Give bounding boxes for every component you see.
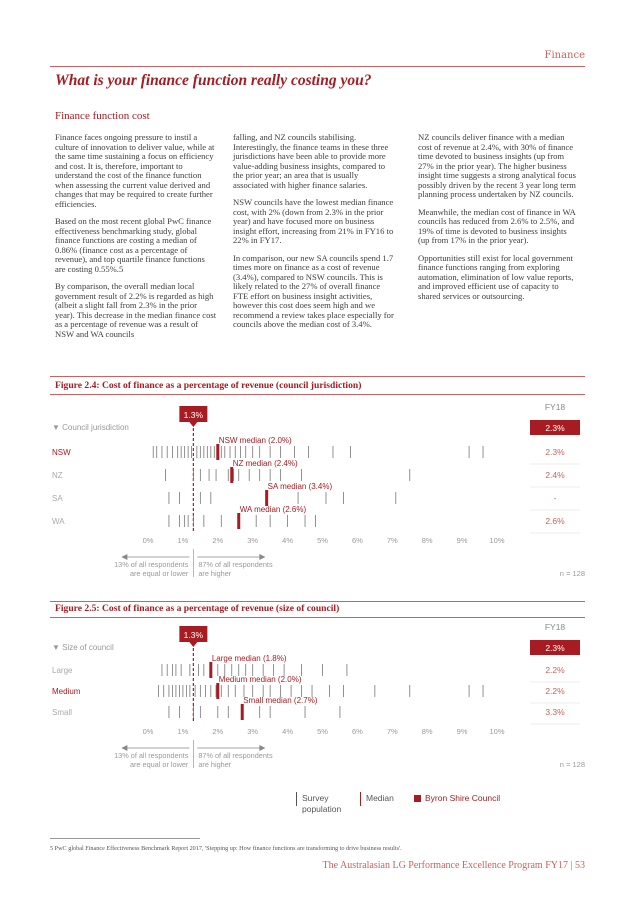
row-label: NSW xyxy=(52,448,71,457)
overall-value: 2.3% xyxy=(545,643,565,653)
legend-byron: Byron Shire Council xyxy=(425,793,501,803)
row-median-marker xyxy=(241,704,244,720)
overall-value: 2.3% xyxy=(545,423,565,433)
program-name: The Australasian LG Performance Excellence Program FY17 xyxy=(322,860,568,871)
callout-pointer xyxy=(189,422,197,427)
axis-tick-label: 4% xyxy=(282,727,294,736)
row-value: 2.2% xyxy=(545,665,565,675)
legend-survey: Survey population xyxy=(302,793,342,814)
axis-tick-label: 2% xyxy=(212,727,224,736)
note-left-line1: 13% of all respondents xyxy=(114,560,189,569)
paragraph: In comparison, our new SA councils spend 1.7 times more on finance as a cost of revenue (3.4%), compared to NSW councils. This is likely related to the 27% of overall finance FTE effort on business insight activities, however this cost does seem high and we recommend a review takes place especially for councils above the median cost of 3.4%. xyxy=(233,252,394,329)
text-column-3 xyxy=(418,133,580,309)
chart-legend xyxy=(290,790,550,830)
legend-median: Median xyxy=(366,793,394,803)
axis-tick-label: 8% xyxy=(421,536,433,545)
row-median-marker xyxy=(209,662,212,678)
row-median-marker xyxy=(265,490,268,506)
group-label: ▼ Council jurisdiction xyxy=(52,423,129,432)
row-label: Medium xyxy=(52,687,81,696)
row-median-label: Small median (2.7%) xyxy=(243,696,318,705)
row-median-marker xyxy=(216,683,219,699)
row-value: 2.4% xyxy=(545,470,565,480)
row-median-label: SA median (3.4%) xyxy=(267,482,333,491)
row-median-marker xyxy=(230,467,233,483)
axis-tick-label: 1% xyxy=(177,727,189,736)
row-median-marker xyxy=(216,444,219,460)
paragraph: NSW councils have the lowest median finance cost, with 2% (down from 2.3% in the prior year) and have focused more on business insight effort, increasing from 21% in FY16 to 22% in FY17. xyxy=(233,197,394,245)
axis-tick-label: 5% xyxy=(317,727,328,736)
note-left-line1: 13% of all respondents xyxy=(114,751,189,760)
row-median-label: WA median (2.6%) xyxy=(239,505,307,514)
row-label: WA xyxy=(52,517,65,526)
paragraph: Meanwhile, the median cost of finance in WA councils has reduced from 2.6% to 2.5%, and 19% of time is devoted to business insights (up from 17% in the prior year). xyxy=(418,206,576,245)
axis-tick-label: 9% xyxy=(456,536,468,545)
axis-tick-label: 7% xyxy=(386,727,398,736)
note-right-line1: 87% of all respondents xyxy=(198,560,273,569)
sample-size: n = 128 xyxy=(559,569,585,578)
survey-swatch xyxy=(296,792,297,806)
row-value: 3.3% xyxy=(545,707,565,717)
axis-tick-label: 1% xyxy=(177,536,189,545)
text-column-2 xyxy=(233,133,395,338)
row-value: 2.3% xyxy=(545,447,565,457)
paragraph: By comparison, the overall median local government result of 2.2% is regarded as high (albeit a slight fall from 2.3% in the prior year). This decrease in the median finance cost as a percentage of revenue was a result of NSW and WA councils xyxy=(55,281,217,339)
figure-title: Figure 2.5: Cost of finance as a percentage of revenue (size of council) xyxy=(55,603,340,614)
axis-tick-label: 9% xyxy=(456,727,468,736)
fy-label: FY18 xyxy=(544,622,566,632)
section-heading: Finance function cost xyxy=(55,110,150,122)
axis-tick-label: 7% xyxy=(386,536,398,545)
chart-size-of-council xyxy=(0,618,637,784)
note-right-line2: are higher xyxy=(198,760,232,769)
axis-tick-label: 4% xyxy=(282,536,294,545)
axis-tick-label: 6% xyxy=(351,536,363,545)
row-value: 2.2% xyxy=(545,686,565,696)
axis-tick-label: 0% xyxy=(142,727,154,736)
overall-median-label: 1.3% xyxy=(183,630,204,640)
axis-tick-label: 6% xyxy=(351,727,363,736)
group-label: ▼ Size of council xyxy=(52,643,114,652)
axis-tick-label: 2% xyxy=(212,536,224,545)
text-column-1 xyxy=(55,133,217,347)
row-median-label: NZ median (2.4%) xyxy=(232,459,298,468)
figure-rule xyxy=(50,394,585,395)
note-right-line1: 87% of all respondents xyxy=(198,751,273,760)
page-title: What is your finance function really costing you? xyxy=(55,72,372,89)
paragraph: Opportunities still exist for local government finance functions ranging from exploring automation, elimination of low value reports, and improved efficient use of capacity to shared services or outsourcing. xyxy=(418,252,574,301)
byron-swatch xyxy=(414,795,421,802)
median-swatch xyxy=(360,792,361,806)
paragraph: Based on the most recent global PwC finance effectiveness benchmarking study, global finance functions are costing a median of 0.86% (finance cost as a percentage of revenue), and top quartile finance functions are costing 0.55%.5 xyxy=(55,216,212,274)
page-footer xyxy=(323,860,586,871)
paragraph: Finance faces ongoing pressure to instil a culture of innovation to deliver value, while at the same time sustaining a focus on efficiency and cost. It is, therefore, important to understand the cost of the finance function when assessing the current value derived and changes that may be required to create further efficiencies. xyxy=(55,132,215,209)
footer-separator: | xyxy=(570,860,575,871)
axis-tick-label: 0% xyxy=(142,536,154,545)
row-median-label: Large median (1.8%) xyxy=(211,654,287,663)
note-left-line2: are equal or lower xyxy=(129,760,189,769)
row-label: NZ xyxy=(52,471,63,480)
row-value: 2.6% xyxy=(545,516,565,526)
axis-tick-label: 8% xyxy=(421,727,433,736)
footnote: 5 PwC global Finance Effectiveness Benchmark Report 2017, 'Stepping up: How finance functions are transforming to drive business results'. xyxy=(50,845,402,852)
note-right-line2: are higher xyxy=(198,569,232,578)
row-value: - xyxy=(553,493,557,503)
row-median-label: NSW median (2.0%) xyxy=(218,436,292,445)
row-label: SA xyxy=(52,494,63,503)
figure-rule xyxy=(50,601,585,602)
note-left-line2: are equal or lower xyxy=(129,569,189,578)
row-median-marker xyxy=(237,513,240,529)
paragraph: falling, and NZ councils stabilising. Interestingly, the finance teams in these three jurisdictions have been able to provide more value-adding business insights, compared to the prior year; an area that is usually associated with higher finance salaries. xyxy=(233,132,389,190)
sample-size: n = 128 xyxy=(559,760,585,769)
axis-tick-label: 3% xyxy=(247,727,259,736)
figure-rule xyxy=(50,376,585,377)
axis-tick-label: 5% xyxy=(317,536,328,545)
row-median-label: Medium median (2.0%) xyxy=(218,675,302,684)
figure-title: Figure 2.4: Cost of finance as a percentage of revenue (council jurisdiction) xyxy=(55,380,362,391)
header-rule xyxy=(50,66,585,67)
fy-label: FY18 xyxy=(544,402,566,412)
footnote-rule xyxy=(50,838,200,839)
page-number: 53 xyxy=(575,860,585,871)
row-label: Large xyxy=(52,666,73,675)
callout-pointer xyxy=(189,642,197,647)
axis-tick-label: 3% xyxy=(247,536,259,545)
row-label: Small xyxy=(52,708,73,717)
section-tag: Finance xyxy=(544,50,585,61)
overall-median-label: 1.3% xyxy=(183,410,204,420)
axis-tick-label: 10% xyxy=(489,536,505,545)
paragraph: NZ councils deliver finance with a median cost of revenue at 2.4%, with 30% of finance time devoted to business insights (up from 27% in the prior year). The higher business insight time suggests a strong analytical focus possibly driven by the recent 3 year long term planning process undertaken by NZ councils. xyxy=(418,132,577,199)
chart-jurisdiction xyxy=(0,398,637,588)
axis-tick-label: 10% xyxy=(489,727,505,736)
